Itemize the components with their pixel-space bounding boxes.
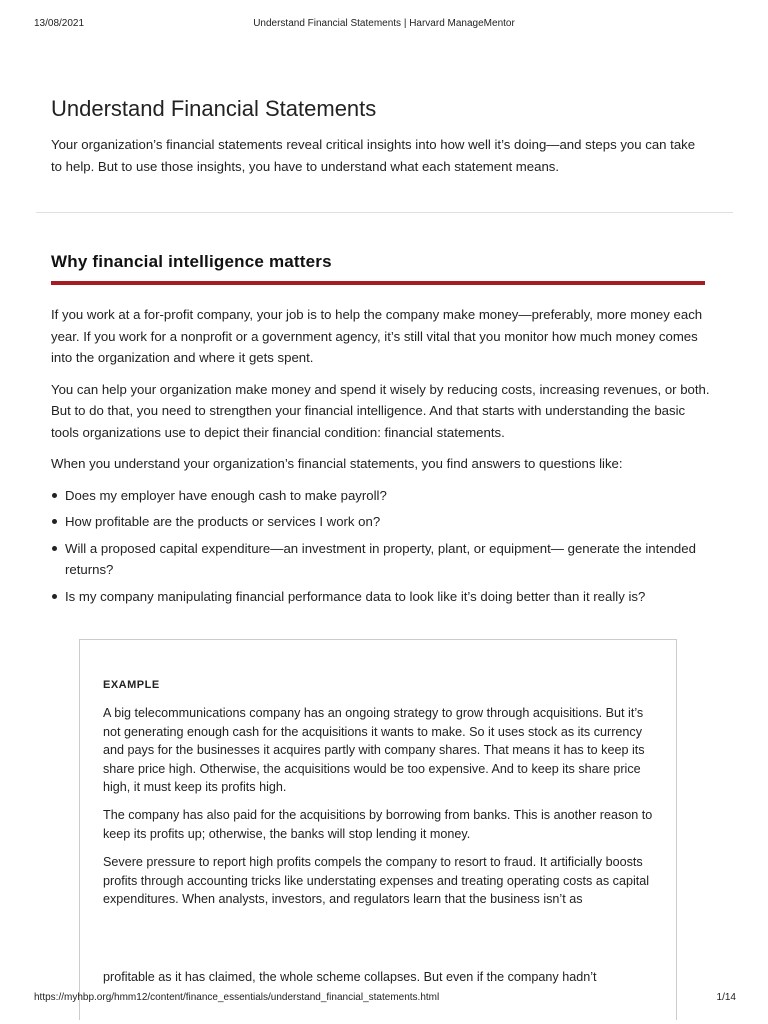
print-page-title: Understand Financial Statements | Harvard ManageMentor	[253, 18, 515, 29]
heading-rule	[51, 281, 705, 285]
paragraph: If you work at a for-profit company, your job is to help the company make money—preferably, more money each year. If you work for a nonprofit or a government agency, it’s still vital that you monitor how much money comes into the organization and where it gets spent.	[51, 307, 703, 365]
list-item: Will a proposed capital expenditure—an investment in property, plant, or equipment— generate the intended returns?	[65, 538, 711, 581]
print-footer	[0, 992, 768, 1006]
section-divider	[36, 212, 733, 213]
example-label: EXAMPLE	[103, 679, 160, 691]
example-paragraph: A big telecommunications company has an ongoing strategy to grow through acquisitions. But it’s not generating enough cash for the acquisitions it wants to make. So it uses stock as its currency and pays for the businesses it acquires partly with company shares. That means it has to keep its share price high. Otherwise, the acquisitions would be too expensive. And to keep its share price high, it must keep its profits high.	[103, 706, 645, 795]
section-body	[51, 304, 711, 612]
example-paragraph: The company has also paid for the acquisitions by borrowing from banks. This is another reason to keep its profits up; otherwise, the banks will stop lending it money.	[103, 808, 653, 841]
section-heading: Why financial intelligence matters	[51, 252, 332, 271]
paragraph: When you understand your organization’s financial statements, you find answers to questions like:	[51, 456, 623, 471]
print-header	[0, 18, 768, 32]
page-url: https://myhbp.org/hmm12/content/finance_essentials/understand_financial_statements.html	[34, 992, 440, 1003]
example-content	[103, 676, 653, 918]
page-number: 1/14	[716, 992, 736, 1003]
example-continuation: profitable as it has claimed, the whole scheme collapses. But even if the company hadn’t	[103, 970, 597, 984]
list-item: Does my employer have enough cash to make payroll?	[65, 485, 711, 507]
list-item: How profitable are the products or services I work on?	[65, 511, 711, 533]
intro-paragraph: Your organization’s financial statements reveal critical insights into how well it’s doing—and steps you can take to help. But to use those insights, you have to understand what each statement means.	[51, 137, 696, 174]
print-date: 13/08/2021	[34, 18, 85, 29]
list-item: Is my company manipulating financial performance data to look like it’s doing better than it really is?	[65, 586, 711, 608]
example-box	[79, 639, 677, 1020]
page-intro	[51, 94, 705, 177]
example-paragraph: Severe pressure to report high profits compels the company to resort to fraud. It artificially boosts profits through accounting tricks like understating expenses and treating operating costs as capital expenditures. When analysts, investors, and regulators learn that the business isn’t as	[103, 855, 650, 907]
page-title: Understand Financial Statements	[51, 96, 377, 121]
paragraph: You can help your organization make money and spend it wisely by reducing costs, increasing revenues, or both. But to do that, you need to strengthen your financial intelligence. And that starts with understanding the basic tools organizations use to depict their financial condition: financial statements.	[51, 381, 710, 440]
questions-list	[51, 485, 711, 608]
